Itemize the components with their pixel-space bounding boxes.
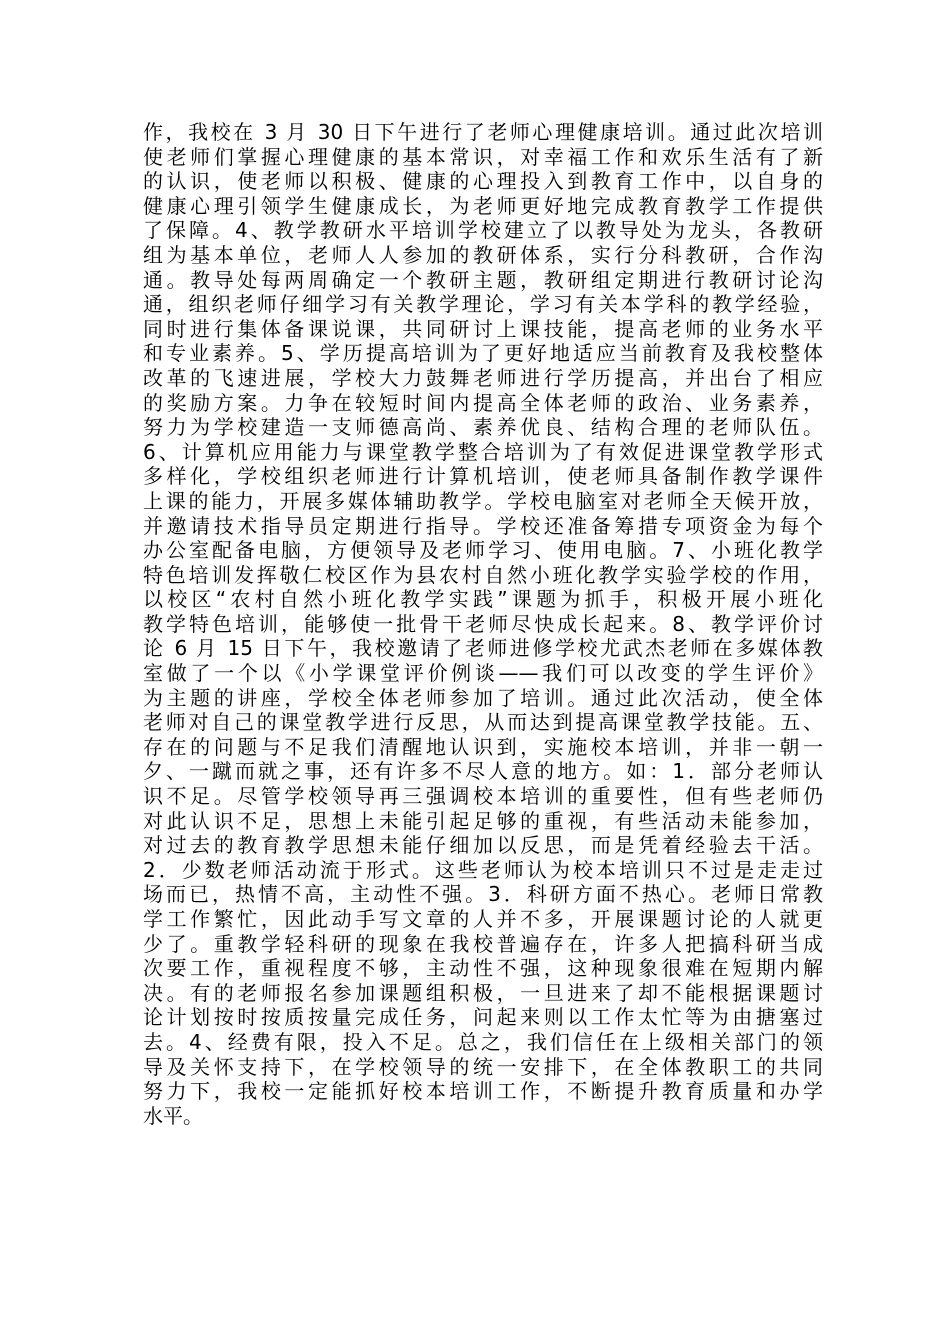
text-line: 并邀请技术指导员定期进行指导。学校还准备筹措专项资金为每个: [143, 513, 823, 538]
text-line: 对过去的教育教学思想未能仔细加以反思，而是凭着经验去干活。: [143, 833, 823, 858]
text-line: 夕、一蹴而就之事，还有许多不尽人意的地方。如：1．部分老师认: [143, 759, 823, 784]
text-line: 的认识，使老师以积极、健康的心理投入到教育工作中，以自身的: [143, 169, 823, 194]
text-line: 通。教导处每两周确定一个教研主题，教研组定期进行教研讨论沟: [143, 267, 823, 292]
text-line: 论计划按时按质按量完成任务，问起来则以工作太忙等为由搪塞过: [143, 1005, 823, 1030]
text-line: 6、计算机应用能力与课堂教学整合培训为了有效促进课堂教学形式: [143, 439, 823, 464]
text-line: 了保障。4、教学教研水平培训学校建立了以教导处为龙头，各教研: [143, 218, 823, 243]
text-line: 作，我校在 3 月 30 日下午进行了老师心理健康培训。通过此次培训: [143, 120, 823, 144]
text-line: 改革的飞速进展，学校大力鼓舞老师进行学历提高，并出台了相应: [143, 365, 823, 390]
text-line: 对此认识不足，思想上未能引起足够的重视，有些活动未能参加，: [143, 808, 823, 833]
text-line: 识不足。尽管学校领导再三强调校本培训的重要性，但有些老师仍: [143, 784, 823, 809]
text-line: 的奖励方案。力争在较短时间内提高全体老师的政治、业务素养，: [143, 390, 823, 415]
text-line: 2．少数老师活动流于形式。这些老师认为校本培训只不过是走走过: [143, 857, 823, 882]
text-line: 和专业素养。5、学历提高培训为了更好地适应当前教育及我校整体: [143, 341, 823, 366]
text-line: 使老师们掌握心理健康的基本常识，对幸福工作和欢乐生活有了新: [143, 144, 823, 169]
text-line: 特色培训发挥敬仁校区作为县农村自然小班化教学实验学校的作用，: [143, 562, 823, 587]
text-line: 以校区“农村自然小班化教学实践”课题为抓手，积极开展小班化: [143, 587, 823, 612]
text-line: 教学特色培训，能够使一批骨干老师尽快成长起来。8、教学评价讨: [143, 611, 823, 636]
text-line: 决。有的老师报名参加课题组积极，一旦进来了却不能根据课题讨: [143, 980, 823, 1005]
text-line: 次要工作，重视程度不够，主动性不强，这种现象很难在短期内解: [143, 956, 823, 981]
text-line: 通，组织老师仔细学习有关教学理论，学习有关本学科的教学经验，: [143, 292, 823, 317]
text-line: 同时进行集体备课说课，共同研讨上课技能，提高老师的业务水平: [143, 316, 823, 341]
text-line: 努力为学校建造一支师德高尚、素养优良、结构合理的老师队伍。: [143, 415, 823, 440]
text-line: 老师对自己的课堂教学进行反思，从而达到提高课堂教学技能。五、: [143, 710, 823, 735]
text-line: 为主题的讲座，学校全体老师参加了培训。通过此次活动，使全体: [143, 685, 823, 710]
text-line: 水平。: [143, 1103, 203, 1128]
body-text: [143, 120, 823, 1128]
text-line: 学工作繁忙，因此动手写文章的人并不多，开展课题讨论的人就更: [143, 907, 823, 931]
text-line: 健康心理引领学生健康成长，为老师更好地完成教育教学工作提供: [143, 193, 823, 218]
text-line: 少了。重教学轻科研的现象在我校普遍存在，许多人把搞科研当成: [143, 931, 823, 956]
text-line: 导及关怀支持下，在学校领导的统一安排下，在全体教职工的共同: [143, 1054, 823, 1079]
text-line: 存在的问题与不足我们清醒地认识到，实施校本培训，并非一朝一: [143, 734, 823, 759]
text-line: 室做了一个以《小学课堂评价例谈——我们可以改变的学生评价》: [143, 661, 823, 686]
text-line: 上课的能力，开展多媒体辅助教学。学校电脑室对老师全天候开放，: [143, 488, 823, 513]
text-line: 努力下，我校一定能抓好校本培训工作，不断提升教育质量和办学: [143, 1079, 823, 1104]
text-line: 场而已，热情不高，主动性不强。3．科研方面不热心。老师日常教: [143, 882, 823, 907]
text-line: 论 6 月 15 日下午，我校邀请了老师进修学校尤武杰老师在多媒体教: [143, 636, 823, 661]
text-line: 办公室配备电脑，方便领导及老师学习、使用电脑。7、小班化教学: [143, 538, 823, 563]
text-line: 多样化，学校组织老师进行计算机培训，使老师具备制作教学课件: [143, 464, 823, 489]
text-line: 组为基本单位，老师人人参加的教研体系，实行分科教研，合作沟: [143, 242, 823, 267]
text-line: 去。4、经费有限，投入不足。总之，我们信任在上级相关部门的领: [143, 1029, 823, 1054]
